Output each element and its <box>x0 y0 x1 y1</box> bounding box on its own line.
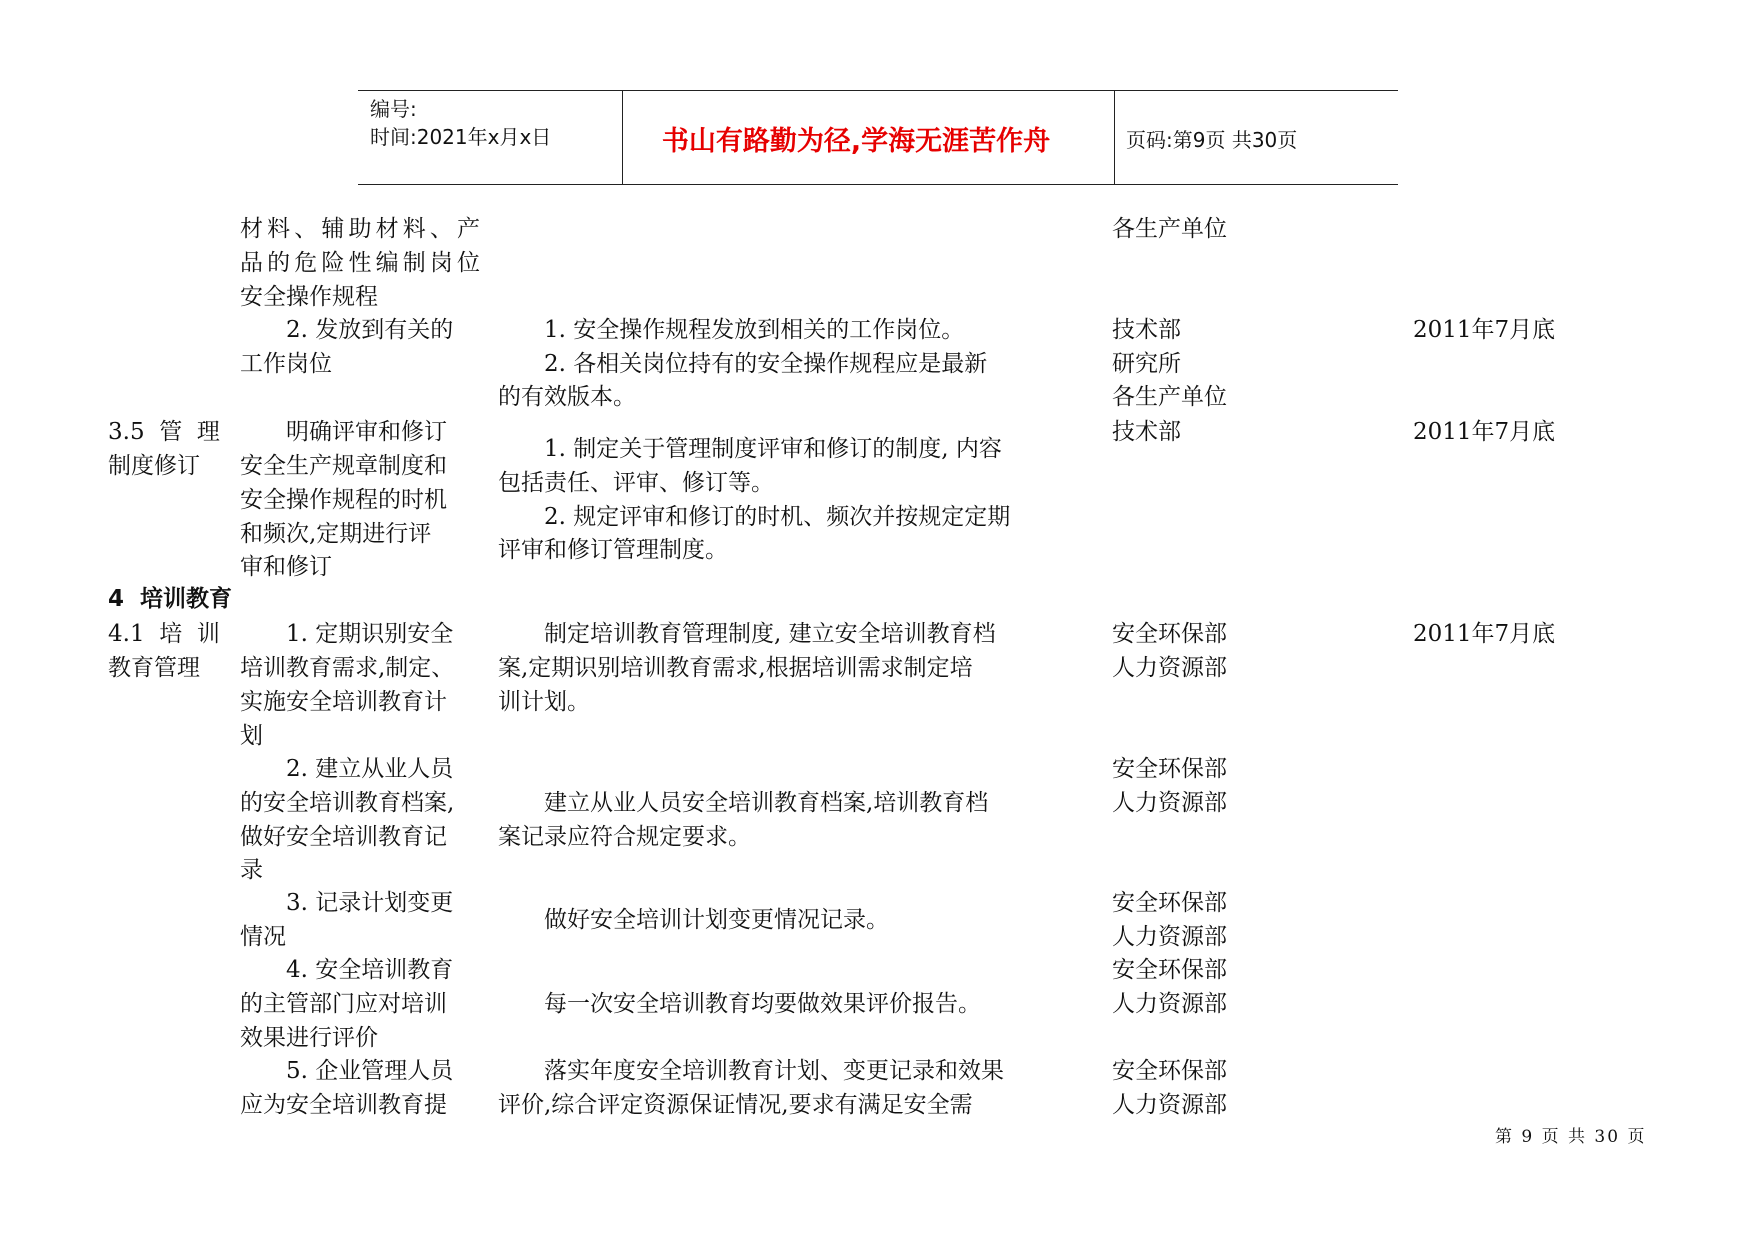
item-text: 效果进行评价 <box>240 1025 378 1051</box>
item-text: 的主管部门应对培训 <box>240 991 447 1017</box>
item-text: 做好安全培训教育记 <box>240 824 447 850</box>
deadline-text: 2011年7月底 <box>1413 621 1556 647</box>
item-text: 2. 建立从业人员 <box>286 756 454 782</box>
dept-text: 人力资源部 <box>1112 924 1227 950</box>
dept-text: 人力资源部 <box>1112 790 1227 816</box>
method-text: 制定培训教育管理制度, 建立安全培训教育档 <box>544 621 996 647</box>
dept-text: 人力资源部 <box>1112 991 1227 1017</box>
item-text: 录 <box>240 857 263 883</box>
method-text: 1. 安全操作规程发放到相关的工作岗位。 <box>544 317 965 343</box>
method-text: 案,定期识别培训教育需求,根据培训需求制定培 <box>498 655 973 681</box>
item-text: 审和修订 <box>240 554 332 580</box>
item-text: 5. 企业管理人员 <box>286 1058 454 1084</box>
method-text: 的有效版本。 <box>498 384 636 410</box>
item-text: 培训教育需求,制定、 <box>240 655 455 681</box>
dept-text: 安全环保部 <box>1112 957 1227 983</box>
dept-text: 技术部 <box>1112 317 1181 343</box>
item-text: 划 <box>240 723 263 749</box>
dept-text: 人力资源部 <box>1112 1092 1227 1118</box>
method-text: 2. 各相关岗位持有的安全操作规程应是最新 <box>544 351 988 377</box>
item-text: 和频次,定期进行评 <box>240 521 432 547</box>
page-footer: 第 9 页 共 30 页 <box>1495 1127 1647 1147</box>
dept-text: 各生产单位 <box>1112 216 1227 242</box>
method-text: 落实年度安全培训教育计划、变更记录和效果 <box>544 1058 1004 1084</box>
item-text: 3. 记录计划变更 <box>286 890 454 916</box>
document-time-label: 时间:2021年x月x日 <box>370 125 552 149</box>
method-text: 做好安全培训计划变更情况记录。 <box>544 907 889 933</box>
item-text: 1. 定期识别安全 <box>286 621 454 647</box>
dept-text: 各生产单位 <box>1112 384 1227 410</box>
method-text: 包括责任、评审、修订等。 <box>498 470 774 496</box>
item-text: 品 的 危 险 性 编 制 岗 位 <box>240 250 480 276</box>
method-text: 每一次安全培训教育均要做效果评价报告。 <box>544 991 981 1017</box>
method-text: 2. 规定评审和修订的时机、频次并按规定定期 <box>544 504 1011 530</box>
section-label: 教育管理 <box>108 655 200 681</box>
item-text: 情况 <box>240 924 286 950</box>
section-label: 制度修订 <box>108 453 200 479</box>
item-text: 材 料 、 辅 助 材 料 、 产 <box>240 216 480 242</box>
deadline-text: 2011年7月底 <box>1413 419 1556 445</box>
header-divider <box>1114 91 1115 184</box>
dept-text: 安全环保部 <box>1112 756 1227 782</box>
page-header <box>358 90 1398 185</box>
method-text: 建立从业人员安全培训教育档案,培训教育档 <box>544 790 989 816</box>
method-text: 训计划。 <box>498 689 590 715</box>
section-heading: 4 培训教育 <box>108 586 233 612</box>
item-text: 安全操作规程 <box>240 284 378 310</box>
deadline-text: 2011年7月底 <box>1413 317 1556 343</box>
method-text: 评审和修订管理制度。 <box>498 537 728 563</box>
header-meta <box>370 95 551 151</box>
header-page-number: 页码:第9页 共30页 <box>1126 128 1298 152</box>
item-text: 的安全培训教育档案, <box>240 790 455 816</box>
item-text: 2. 发放到有关的 <box>286 317 454 343</box>
dept-text: 人力资源部 <box>1112 655 1227 681</box>
section-label: 4.1 培 训 <box>108 621 220 647</box>
item-text: 应为安全培训教育提 <box>240 1092 447 1118</box>
item-text: 工作岗位 <box>240 351 332 377</box>
item-text: 安全生产规章制度和 <box>240 453 447 479</box>
header-motto: 书山有路勤为径,学海无涯苦作舟 <box>661 126 1051 157</box>
dept-text: 研究所 <box>1112 351 1181 377</box>
method-text: 1. 制定关于管理制度评审和修订的制度, 内容 <box>544 436 1002 462</box>
method-text: 案记录应符合规定要求。 <box>498 824 751 850</box>
method-text: 评价,综合评定资源保证情况,要求有满足安全需 <box>498 1092 973 1118</box>
item-text: 明确评审和修订 <box>286 419 447 445</box>
dept-text: 安全环保部 <box>1112 890 1227 916</box>
dept-text: 安全环保部 <box>1112 621 1227 647</box>
document-number-label: 编号: <box>370 97 417 121</box>
dept-text: 安全环保部 <box>1112 1058 1227 1084</box>
dept-text: 技术部 <box>1112 419 1181 445</box>
section-label: 3.5 管 理 <box>108 419 220 445</box>
item-text: 安全操作规程的时机 <box>240 487 447 513</box>
item-text: 实施安全培训教育计 <box>240 689 447 715</box>
item-text: 4. 安全培训教育 <box>286 957 454 983</box>
